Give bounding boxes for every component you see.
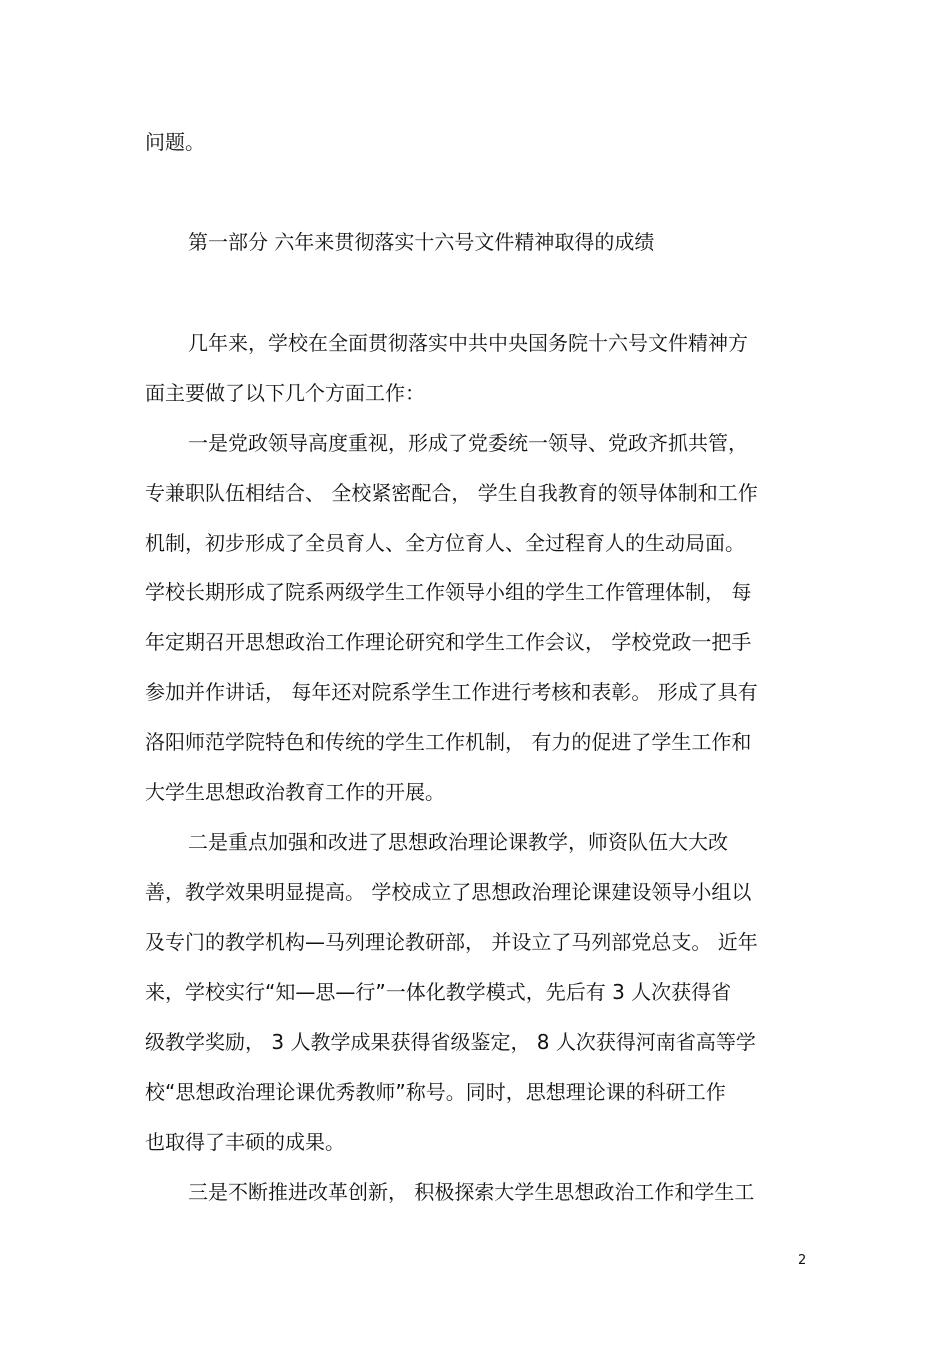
section-heading: 第一部分 六年来贯彻落实十六号文件精神取得的成绩 xyxy=(188,230,655,254)
text-line: 大学生思想政治教育工作的开展。 xyxy=(145,780,445,804)
text-line: 二是重点加强和改进了思想政治理论课教学，师资队伍大大改 xyxy=(188,830,728,854)
text-line: 几年来，学校在全面贯彻落实中共中央国务院十六号文件精神方 xyxy=(188,331,748,355)
page-number: 2 xyxy=(798,1253,807,1268)
text-line: 参加并作讲话， 每年还对院系学生工作进行考核和表彰。 形成了具有 xyxy=(145,680,758,704)
text-line: 面主要做了以下几个方面工作： xyxy=(145,381,425,405)
text-line: 专兼职队伍相结合、 全校紧密配合， 学生自我教育的领导体制和工作 xyxy=(145,481,758,505)
text-line-continuation: 问题。 xyxy=(145,130,205,154)
text-line: 一是党政领导高度重视，形成了党委统一领导、党政齐抓共管， xyxy=(188,431,748,455)
text-line: 也取得了丰硕的成果。 xyxy=(145,1130,345,1154)
text-line: 级教学奖励， 3 人教学成果获得省级鉴定， 8 人次获得河南省高等学 xyxy=(145,1030,756,1054)
text-line: 学校长期形成了院系两级学生工作领导小组的学生工作管理体制， 每 xyxy=(145,580,752,604)
text-line: 机制，初步形成了全员育人、全方位育人、全过程育人的生动局面。 xyxy=(145,531,745,555)
text-line: 校“思想政治理论课优秀教师”称号。同时，思想理论课的科研工作 xyxy=(145,1080,726,1104)
text-line: 洛阳师范学院特色和传统的学生工作机制， 有力的促进了学生工作和 xyxy=(145,730,752,754)
text-line: 及专门的教学机构—马列理论教研部， 并设立了马列部党总支。 近年 xyxy=(145,930,758,954)
text-line: 善，教学效果明显提高。 学校成立了思想政治理论课建设领导小组以 xyxy=(145,880,752,904)
text-line: 年定期召开思想政治工作理论研究和学生工作会议， 学校党政一把手 xyxy=(145,630,752,654)
text-line: 三是不断推进改革创新， 积极探索大学生思想政治工作和学生工 xyxy=(188,1180,755,1204)
text-line: 来，学校实行“知—思—行”一体化教学模式，先后有 3 人次获得省 xyxy=(145,980,732,1004)
